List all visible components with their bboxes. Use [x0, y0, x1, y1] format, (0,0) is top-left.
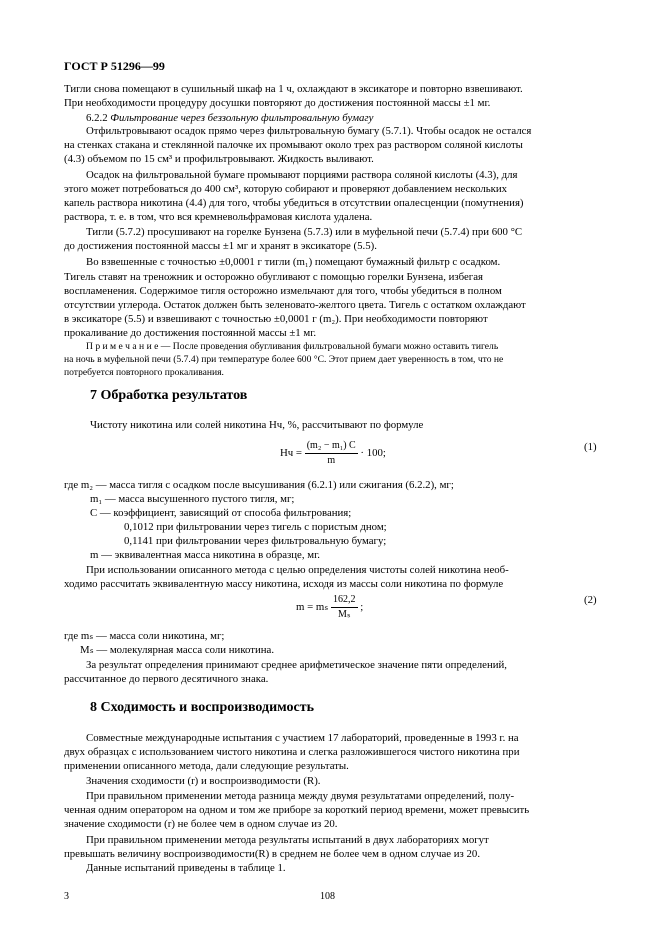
text-line: ходимо рассчитать эквивалентную массу никотина, исходя из массы соли никотина по формуле: [64, 578, 504, 590]
formula-denominator: Mₛ: [337, 609, 351, 620]
text-line: При необходимости процедуру досушки повторяют до достижения постоянной массы ±1 мг.: [64, 97, 491, 109]
where-line: m — эквивалентная масса никотина в образце, мг.: [90, 549, 320, 561]
text-line: на стенках стакана и стеклянной палочке их промывают около трех раз раствором соляной кислоты: [64, 139, 523, 151]
formula-lhs: Hч =: [280, 446, 303, 459]
subsection-title: Фильтрование через беззольную фильтровальную бумагу: [110, 112, 374, 124]
text-line: Осадок на фильтровальной бумаге промывают порциями раствора соляной кислоты (4.3), для: [86, 169, 518, 181]
text-line: двух образцах с использованием чистого никотина и слегка разложившегося чистого никотина при: [64, 746, 520, 758]
text-line: Во взвешенные с точностью ±0,0001 г тигли (m₁) помещают бумажный фильтр с осадком.: [86, 256, 501, 268]
text-line: Тигель ставят на треножник и осторожно обугливают с помощью горелки Бунзена, избегая: [64, 271, 483, 283]
where-line: Mₛ — молекулярная масса соли никотина.: [80, 644, 275, 656]
standard-header: ГОСТ Р 51296—99: [64, 59, 165, 73]
text-line: При правильном применении метода разница между двумя результатами определений, полу-: [86, 790, 515, 802]
formula-fraction: [331, 594, 358, 621]
text-line: значение сходимости (r) не более чем в одном случае из 20.: [64, 818, 338, 830]
text-line: ченная одним оператором на одном и том же приборе за короткий период времени, может превысить: [64, 804, 530, 816]
text-line: воспламенения. Содержимое тигля осторожно измельчают для того, чтобы убедиться в полном: [64, 285, 502, 297]
formula-tail: · 100;: [360, 446, 386, 459]
text-line: в эксикаторе (5.5) и взвешивают с точностью ±0,0001 г (m₂). При необходимости повторяют: [64, 313, 488, 325]
equation-number: (1): [584, 441, 597, 453]
note-line: потребуется повторного прокаливания.: [64, 367, 224, 378]
text-line: до достижения постоянной массы ±1 мг и хранят в эксикаторе (5.5).: [64, 240, 377, 252]
section-heading: 8 Сходимость и воспроизводимость: [90, 700, 315, 715]
text-line: Чистоту никотина или солей никотина Hч, %, рассчитывают по формуле: [90, 419, 424, 431]
text-line: применении описанного метода, дали следующие результаты.: [64, 760, 349, 772]
text-line: отсутствии углерода. Остаток должен быть зеленовато-желтого цвета. Тигель с остатком охлаждают: [64, 299, 526, 311]
where-line: 0,1012 при фильтровании через тигель с пористым дном;: [124, 521, 387, 533]
note-line: на ночь в муфельной печи (5.7.4) при температуре более 600 °С. Этот прием дает уверенность в том, что не: [64, 354, 504, 365]
formula-1: [280, 440, 386, 467]
formula-numerator: 162,2: [331, 594, 358, 608]
formula-denominator: m: [327, 455, 336, 466]
where-line: C — коэффициент, зависящий от способа фильтрования;: [90, 507, 352, 519]
note-line: П р и м е ч а н и е — После проведения обугливания фильтровальной бумаги можно оставить тигель: [86, 341, 499, 352]
text-line: раствора, т. е. в том, что вся кремневольфрамовая кислота удалена.: [64, 211, 373, 223]
text-line: Отфильтровывают осадок прямо через фильтровальную бумагу (5.7.1). Чтобы осадок не остался: [86, 125, 532, 137]
formula-lhs: m = mₛ: [296, 600, 329, 613]
text-line: рассчитанное до первого десятичного знака.: [64, 673, 269, 685]
where-line: где mₛ — масса соли никотина, мг;: [64, 630, 225, 642]
text-line: Значения сходимости (r) и воспроизводимости (R).: [86, 775, 321, 787]
where-line: m₁ — масса высушенного пустого тигля, мг;: [90, 493, 295, 505]
text-line: За результат определения принимают среднее арифметическое значение пяти определений,: [86, 659, 507, 671]
text-line: превышать величину воспроизводимости(R) в среднем не более чем в одном случае из 20.: [64, 848, 481, 860]
section-heading: 7 Обработка результатов: [90, 388, 248, 403]
text-line: (4.3) объемом по 15 см³ и профильтровывают. Жидкость выливают.: [64, 153, 374, 165]
text-line: Совместные международные испытания с участием 17 лабораторий, проведенные в 1993 г. на: [86, 732, 519, 744]
text-line: прокаливание до достижения постоянной массы ±1 мг.: [64, 327, 317, 339]
formula-2: [296, 594, 363, 621]
page-number: 108: [320, 891, 335, 902]
formula-tail: ;: [360, 600, 364, 613]
text-line: При использовании описанного метода с целью определения чистоты солей никотина необ-: [86, 564, 509, 576]
where-line: где m₂ — масса тигля с осадком после высушивания (6.2.1) или сжигания (6.2.2), мг;: [64, 479, 454, 491]
text-line: Тигли снова помещают в сушильный шкаф на 1 ч, охлаждают в эксикаторе и повторно взвешивают.: [64, 83, 523, 95]
formula-numerator: (m₂ − m₁) C: [305, 440, 358, 454]
text-line: этого может потребоваться до 400 см³, которую собирают и проверяют добавлением нескольких: [64, 183, 508, 195]
text-line: капель раствора никотина (4.4) для того, чтобы убедиться в отсутствии опалесценции (помутнения): [64, 197, 524, 209]
footer-left: 3: [64, 891, 69, 902]
text-line: При правильном применении метода результаты испытаний в двух лабораториях могут: [86, 834, 489, 846]
text-line: Тигли (5.7.2) просушивают на горелке Бунзена (5.7.3) или в муфельной печи (5.7.4) при 600 °С: [86, 226, 523, 238]
where-line: 0,1141 при фильтровании через фильтровальную бумагу;: [124, 535, 387, 547]
equation-number: (2): [584, 594, 597, 606]
subsection-number: 6.2.2: [86, 112, 108, 124]
subsection-heading: [86, 111, 373, 125]
text-line: Данные испытаний приведены в таблице 1.: [86, 862, 286, 874]
formula-fraction: [305, 440, 358, 467]
